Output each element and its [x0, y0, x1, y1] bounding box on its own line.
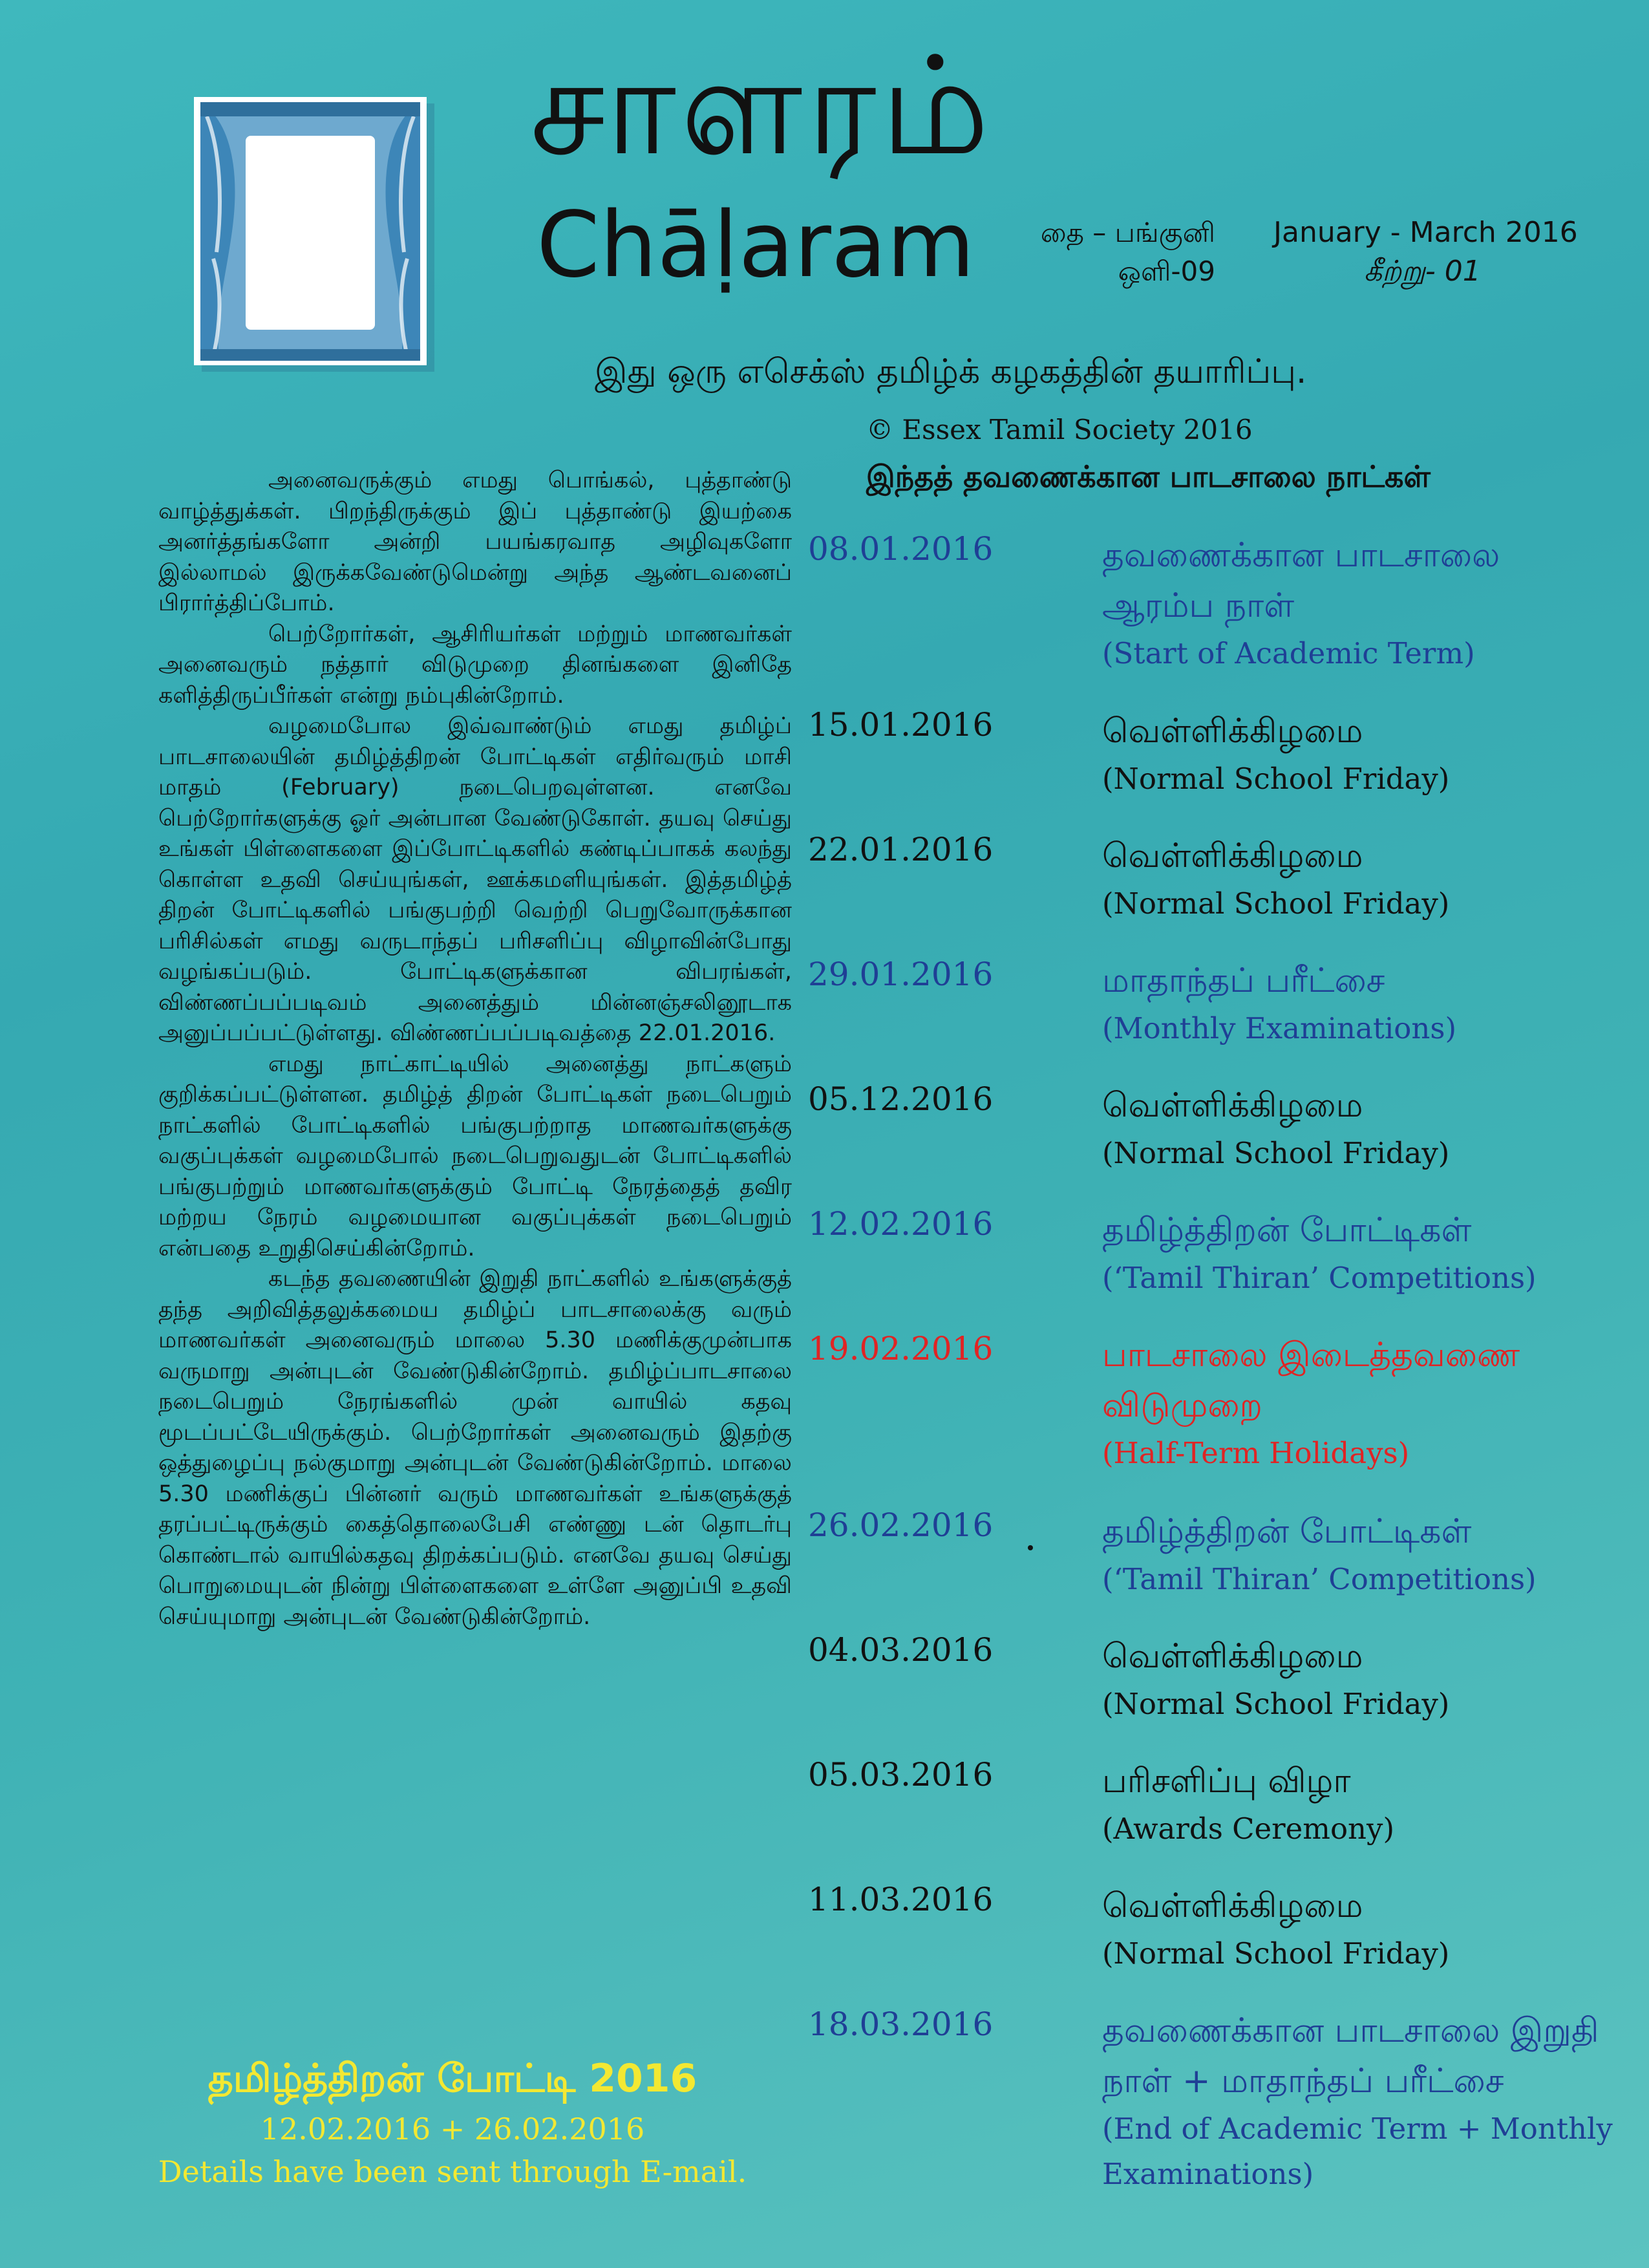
- schedule-event-english: (Normal School Friday): [1102, 1687, 1450, 1721]
- schedule-event-english: (Start of Academic Term): [1102, 636, 1475, 670]
- schedule-event-english: (‘Tamil Thiran’ Competitions): [1102, 1562, 1537, 1596]
- schedule-event-tamil: வெள்ளிக்கிழமை: [1102, 1086, 1363, 1125]
- school-dates-heading: இந்தத் தவணைக்கான பாடசாலை நாட்கள்: [866, 459, 1431, 494]
- schedule-date: 15.01.2016: [808, 706, 994, 744]
- schedule-event: [1102, 831, 1619, 926]
- schedule-date: 05.12.2016: [808, 1080, 994, 1118]
- schedule-event-tamil: தமிழ்த்திறன் போட்டிகள்: [1102, 1211, 1472, 1250]
- schedule-event: [1102, 1080, 1619, 1176]
- schedule-event-tamil: வெள்ளிக்கிழமை: [1102, 1637, 1363, 1676]
- schedule-date: 22.01.2016: [808, 831, 994, 868]
- article-paragraph: வழமைபோல இவ்வாண்டும் எமது தமிழ்ப் பாடசாலையின் தமிழ்த்திறன் போட்டிகள் எதிர்வரும் மாசி மாதம் (February) நடைபெறவுள்ளன. எனவே பெற்றோர்களுக்கு ஓர் அன்பான வேண்டுகோள். தயவு செய்து உங்கள் பிள்ளைகளை இப்போட்டிகளில் கண்டிப்பாகக் கலந்து கொள்ள உதவி செய்யுங்கள், ஊக்கமளியுங்கள். இத்தமிழ்த் திறன் போட்டிகளில் பங்குபற்றி வெற்றி பெறுவோருக்கான பரிசில்கள் எமது வருடாந்தப் பரிசளிப்பு விழாவின்போது வழங்கப்படும். போட்டிகளுக்கான விபரங்கள், விண்ணப்பப்படிவம் அனைத்தும் மின்னஞ்சலினூடாக அனுப்பப்பட்டுள்ளது. விண்ணப்பப்படிவத்தை 22.01.2016.: [158, 713, 792, 1046]
- schedule-event-english: (Normal School Friday): [1102, 1136, 1450, 1170]
- issue-volume-tamil: ஒளி-09: [1118, 255, 1215, 287]
- issue-info-english: [1273, 213, 1597, 291]
- masthead-title-tamil: சாளரம்: [530, 27, 994, 186]
- schedule-event-english: (End of Academic Term + Monthly Examinations): [1102, 2112, 1613, 2191]
- schedule-event: [1102, 706, 1619, 802]
- schedule-event-english: (Normal School Friday): [1102, 886, 1450, 921]
- schedule-event: [1102, 1756, 1619, 1852]
- schedule-event-english: (Normal School Friday): [1102, 762, 1450, 796]
- article-paragraph: கடந்த தவணையின் இறுதி நாட்களில் உங்களுக்குத் தந்த அறிவித்தலுக்கமைய தமிழ்ப் பாடசாலைக்கு வரும் மாணவர்கள் அனைவரும் மாலை 5.30 மணிக்குமுன்பாக வருமாறு அன்புடன் வேண்டுகின்றோம். தமிழ்ப்பாடசாலை நடைபெறும் நேரங்களில் முன் வாயில் கதவு மூடப்பட்டேயிருக்கும். பெற்றோர்கள் அனைவரும் இதற்கு ஒத்துழைப்பு நல்குமாறு அன்புடன் வேண்டுகின்றோம். மாலை 5.30 மணிக்குப் பின்னர் வரும் மாணவர்கள் உங்களுக்குத் தரப்பட்டிருக்கும் கைத்தொலைபேசி எண்ணு டன் தொடர்பு கொண்டால் வாயில்கதவு திறக்கப்படும். எனவே தயவு செய்து பொறுமையுடன் நின்று பிள்ளைகளை உள்ளே அனுப்பி உதவி செய்யுமாறு அன்புடன் வேண்டுகின்றோம்.: [158, 1266, 792, 1630]
- schedule-event-tamil: வெள்ளிக்கிழமை: [1102, 712, 1363, 751]
- schedule-event-english: (Awards Ceremony): [1102, 1812, 1395, 1846]
- promo-note: Details have been sent through E-mail.: [158, 2154, 747, 2189]
- stray-dot: [1028, 1545, 1033, 1550]
- schedule-event-english: (‘Tamil Thiran’ Competitions): [1102, 1261, 1537, 1295]
- schedule-date: 19.02.2016: [808, 1330, 994, 1367]
- schedule-event-english: (Half-Term Holidays): [1102, 1436, 1410, 1470]
- issue-info-tamil: [970, 213, 1215, 291]
- schedule-event-tamil: தமிழ்த்திறன் போட்டிகள்: [1102, 1512, 1472, 1551]
- article-body: [158, 465, 792, 1632]
- schedule-event-tamil: பாடசாலை இடைத்தவணை விடுமுறை: [1102, 1336, 1520, 1425]
- issue-months-english: January - March 2016: [1273, 216, 1578, 249]
- schedule-date: 26.02.2016: [808, 1506, 994, 1544]
- competition-promo: [129, 2049, 776, 2193]
- curtain-window-logo: [194, 97, 446, 381]
- schedule-event: [1102, 2006, 1619, 2197]
- schedule-event: [1102, 1506, 1619, 1602]
- schedule-date: 12.02.2016: [808, 1205, 994, 1243]
- article-paragraph: பெற்றோர்கள், ஆசிரியர்கள் மற்றும் மாணவர்கள் அனைவரும் நத்தார் விடுமுறை தினங்களை இனிதே களித்திருப்பீர்கள் என்று நம்புகின்றோம்.: [158, 621, 792, 709]
- schedule-date: 29.01.2016: [808, 956, 994, 993]
- schedule-event-tamil: வெள்ளிக்கிழமை: [1102, 837, 1363, 875]
- schedule-date: 18.03.2016: [808, 2006, 994, 2043]
- schedule-date: 04.03.2016: [808, 1631, 994, 1669]
- schedule-event: [1102, 1205, 1619, 1301]
- article-paragraph: அனைவருக்கும் எமது பொங்கல், புத்தாண்டு வாழ்த்துக்கள். பிறந்திருக்கும் இப் புத்தாண்டு இயற்கை அனர்த்தங்களோ அன்றி பயங்கரவாத அழிவுகளோ இல்லாமல் இருக்கவேண்டுமென்று அந்த ஆண்டவனைப் பிரார்த்திப்போம்.: [158, 467, 792, 616]
- schedule-date: 05.03.2016: [808, 1756, 994, 1793]
- schedule-event: [1102, 1881, 1619, 1976]
- schedule-event: [1102, 1330, 1619, 1476]
- schedule-event-tamil: மாதாந்தப் பரீட்சை: [1102, 961, 1385, 1000]
- promo-title: தமிழ்த்திறன் போட்டி 2016: [207, 2056, 697, 2101]
- promo-dates: 12.02.2016 + 26.02.2016: [260, 2112, 645, 2146]
- schedule-event: [1102, 956, 1619, 1051]
- production-line: இது ஒரு எசெக்ஸ் தமிழ்க் கழகத்தின் தயாரிப்பு.: [595, 352, 1307, 391]
- schedule-event-tamil: தவணைக்கான பாடசாலை இறுதி நாள் + மாதாந்தப் பரீட்சை: [1102, 2011, 1599, 2101]
- masthead-title-latin: Chāḷaram: [537, 193, 975, 298]
- schedule-event: [1102, 530, 1619, 676]
- schedule-date: 08.01.2016: [808, 530, 994, 568]
- article-paragraph: எமது நாட்காட்டியில் அனைத்து நாட்களும் குறிக்கப்பட்டுள்ளன. தமிழ்த் திறன் போட்டிகள் நடைபெறும் நாட்களில் போட்டிகளில் பங்குபற்றாத மாணவர்களுக்கு வகுப்புக்கள் வழமைபோல் நடைபெறுவதுடன் போட்டிகளில் பங்குபற்றும் மாணவர்களுக்கும் போட்டி நேரத்தைத் தவிர மற்றய நேரம் வழமையான வகுப்புக்கள் நடைபெறும் என்பதை உறுதிசெய்கின்றோம்.: [158, 1051, 792, 1261]
- schedule-event-tamil: தவணைக்கான பாடசாலை ஆரம்ப நாள்: [1102, 536, 1500, 625]
- schedule-event-english: (Normal School Friday): [1102, 1936, 1450, 1971]
- schedule-event: [1102, 1631, 1619, 1727]
- schedule-event-tamil: வெள்ளிக்கிழமை: [1102, 1887, 1363, 1925]
- copyright-notice: © Essex Tamil Society 2016: [866, 414, 1253, 445]
- issue-months-tamil: தை – பங்குனி: [1040, 217, 1215, 248]
- schedule-event-tamil: பரிசளிப்பு விழா: [1102, 1762, 1351, 1801]
- issue-number-tamil: கீற்று- 01: [1364, 255, 1481, 288]
- schedule-event-english: (Monthly Examinations): [1102, 1011, 1457, 1045]
- schedule-date: 11.03.2016: [808, 1881, 994, 1918]
